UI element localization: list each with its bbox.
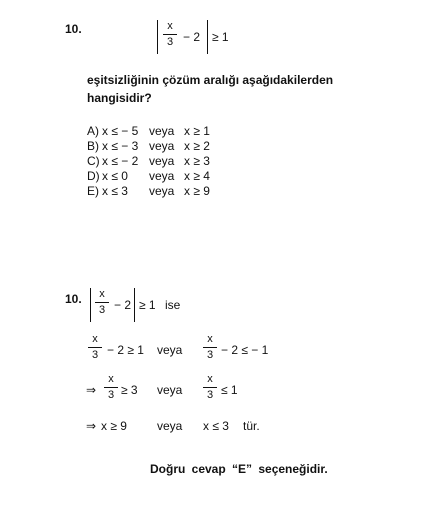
fraction-denominator: 3 — [166, 36, 174, 48]
solution-line2-left-fraction — [88, 333, 102, 362]
abs-bar-right — [207, 20, 208, 54]
solution-line4-suffix: tür. — [243, 419, 260, 433]
question-prompt-line1: eşitsizliğinin çözüm aralığı aşağıdakilerden — [87, 73, 334, 87]
solution-line2-right-fraction — [203, 333, 217, 362]
option-right: x ≥ 9 — [184, 184, 210, 198]
option-label: B) — [87, 139, 99, 153]
fraction-denominator: 3 — [206, 389, 214, 401]
fraction-numerator: x — [167, 20, 173, 32]
option-left: x ≤ 3 — [102, 184, 128, 198]
option-left: x ≤ − 5 — [102, 124, 139, 138]
option-right: x ≥ 2 — [184, 139, 210, 153]
option-mid: veya — [149, 124, 175, 138]
option-left: x ≤ 0 — [102, 169, 128, 183]
fraction-numerator: x — [108, 373, 114, 385]
option-mid: veya — [149, 169, 175, 183]
option-right: x ≥ 4 — [184, 169, 210, 183]
solution-line1-fraction — [95, 288, 109, 317]
option-d — [87, 169, 210, 183]
abs-bar-left — [90, 288, 91, 322]
fraction-numerator: x — [207, 333, 213, 345]
solution-line3-left-fraction — [104, 373, 118, 402]
option-e — [87, 184, 210, 198]
option-b — [87, 139, 210, 153]
solution-line4-right: x ≤ 3 — [203, 419, 229, 433]
question-number: 10. — [65, 22, 82, 36]
option-a — [87, 124, 210, 138]
abs-rhs: ≥ 1 — [212, 30, 229, 44]
option-right: x ≥ 1 — [184, 124, 210, 138]
fraction-denominator: 3 — [107, 389, 115, 401]
abs-bar-right — [134, 288, 135, 322]
solution-line3-mid: veya — [157, 383, 183, 397]
solution-number: 10. — [65, 292, 82, 306]
solution-line4-mid: veya — [157, 419, 183, 433]
abs-bar-left — [157, 20, 158, 54]
solution-line1-rest: − 2 — [114, 298, 132, 312]
option-right: x ≥ 3 — [184, 154, 210, 168]
option-c — [87, 154, 210, 168]
correct-answer-statement: Doğru cevap “E” seçeneğidir. — [150, 462, 328, 476]
question-prompt-line2: hangisidir? — [87, 91, 152, 105]
solution-line4-left: x ≥ 9 — [101, 419, 127, 433]
option-mid: veya — [149, 154, 175, 168]
option-mid: veya — [149, 139, 175, 153]
solution-line2-mid: veya — [157, 343, 183, 357]
option-label: E) — [87, 184, 99, 198]
implies-arrow: ⇒ — [86, 419, 97, 433]
option-left: x ≤ − 2 — [102, 154, 139, 168]
option-left: x ≤ − 3 — [102, 139, 139, 153]
fraction-numerator: x — [92, 333, 98, 345]
fraction-denominator: 3 — [206, 349, 214, 361]
option-mid: veya — [149, 184, 175, 198]
abs-rest: − 2 — [183, 30, 201, 44]
solution-line2-right-rest: − 2 ≤ − 1 — [221, 343, 269, 357]
fraction-numerator: x — [207, 373, 213, 385]
fraction-numerator: x — [99, 288, 105, 300]
solution-line3-right-fraction — [203, 373, 217, 402]
fraction-denominator: 3 — [91, 349, 99, 361]
option-label: D) — [87, 169, 100, 183]
solution-line3-right-rest: ≤ 1 — [221, 383, 238, 397]
solution-line2-left-rest: − 2 ≥ 1 — [107, 343, 144, 357]
option-label: A) — [87, 124, 99, 138]
fraction-denominator: 3 — [98, 304, 106, 316]
solution-line3-left-rest: ≥ 3 — [121, 383, 138, 397]
implies-arrow: ⇒ — [86, 383, 97, 397]
solution-line1-suffix: ise — [165, 298, 181, 312]
question-fraction — [163, 20, 177, 49]
option-label: C) — [87, 154, 100, 168]
solution-line1-rhs: ≥ 1 — [139, 298, 156, 312]
